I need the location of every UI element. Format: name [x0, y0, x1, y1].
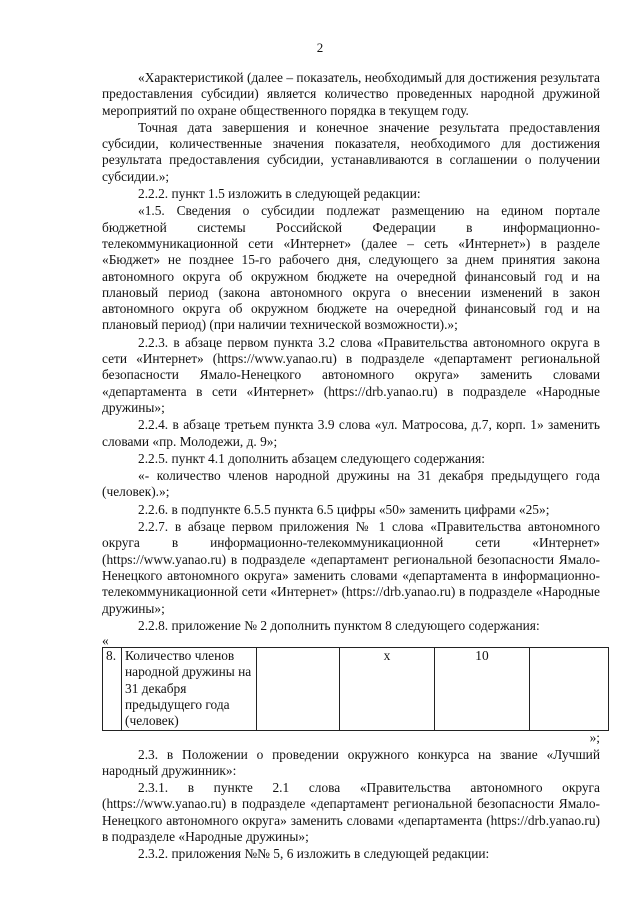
row-number-cell: 8.: [103, 648, 122, 730]
indicator-name-cell: Количество членов народной дружины на 31 декабря предыдущего года (человек): [122, 648, 257, 730]
paragraph-members-count: «- количество членов народной дружины на 31 декабря предыдущего года (человек).»;: [102, 468, 600, 500]
paragraph-2-2-8: 2.2.8. приложение № 2 дополнить пунктом 8 следующего содержания:: [138, 617, 540, 633]
paragraph-2-2-7: 2.2.7. в абзаце первом приложения № 1 слова «Правительства автономного округа в информационно-телекоммуникационной сети «Интернет» (https://www.yanao.ru) в подразделе «департамент региональной безопасности Ямало-Ненецкого автономного округа» заменить словами «департамента в информационно-телекоммуникационной сети «Интернет» (https://drb.yanao.ru) в подразделе «Народные дружины»;: [102, 519, 600, 616]
empty-cell: [530, 648, 609, 730]
appendix-table: [102, 647, 609, 730]
paragraph-2-2-5: 2.2.5. пункт 4.1 дополнить абзацем следующего содержания:: [138, 450, 486, 466]
paragraph-2-3: 2.3. в Положении о проведении окружного конкурса на звание «Лучший народный дружинник»:: [102, 746, 600, 778]
paragraph-2-2-2: 2.2.2. пункт 1.5 изложить в следующей редакции:: [138, 186, 421, 202]
close-quote: »;: [589, 729, 600, 745]
empty-cell: [257, 648, 340, 730]
paragraph-2-3-1: 2.3.1. в пункте 2.1 слова «Правительства автономного округа (https://www.yanao.ru) в подразделе «департамент региональной безопасности Ямало-Ненецкого автономного округа» заменить словами «департамента (https://drb.yanao.ru) в подразделе «Народные дружины»;: [102, 780, 600, 845]
paragraph-completion-date: Точная дата завершения и конечное значение результата предоставления субсидии, количественные значения показателя, необходимого для достижения результата предоставления субсидии, устанавливаются в соглашении о получении субсидии.»;: [102, 119, 600, 184]
paragraph-characteristic: «Характеристикой (далее – показатель, необходимый для достижения результата предоставления субсидии) является количество проведенных народной дружиной мероприятий по охране общественного порядка в текущем году.: [102, 70, 600, 118]
paragraph-2-2-6: 2.2.6. в подпункте 6.5.5 пункта 6.5 цифры «50» заменить цифрами «25»;: [138, 501, 550, 517]
paragraph-2-2-4: 2.2.4. в абзаце третьем пункта 3.9 слова «ул. Матросова, д.7, корп. 1» заменить словами «пр. Молодежи, д. 9»;: [102, 417, 600, 449]
table-row: [103, 648, 609, 730]
value-cell: 10: [435, 648, 530, 730]
paragraph-2-3-2: 2.3.2. приложения №№ 5, 6 изложить в следующей редакции:: [138, 846, 490, 862]
open-quote: «: [102, 633, 109, 649]
document-body: [102, 70, 600, 864]
page-number: 2: [316, 40, 324, 55]
paragraph-1-5: «1.5. Сведения о субсидии подлежат размещению на едином портале бюджетной системы Российской Федерации в информационно-телекоммуникационной сети «Интернет» (далее – сеть «Интернет») в разделе «Бюджет» не позднее 15-го рабочего дня, следующего за днем принятия закона автономного округа об окружном бюджете на очередной финансовый год и на плановый период (закона автономного округа о внесении изменений в закон автономного округа об окружном бюджете на очередной финансовый год и на плановый период) (при наличии технической возможности).»;: [102, 203, 600, 333]
paragraph-2-2-3: 2.2.3. в абзаце первом пункта 3.2 слова «Правительства автономного округа в сети «Интернет» (https://www.yanao.ru) в подразделе «департамент региональной безопасности Ямало-Ненецкого автономного округа» заменить словами «департамента в сети «Интернет» (https://drb.yanao.ru) в подразделе «Народные дружины»;: [102, 334, 600, 415]
mark-cell: х: [340, 648, 435, 730]
